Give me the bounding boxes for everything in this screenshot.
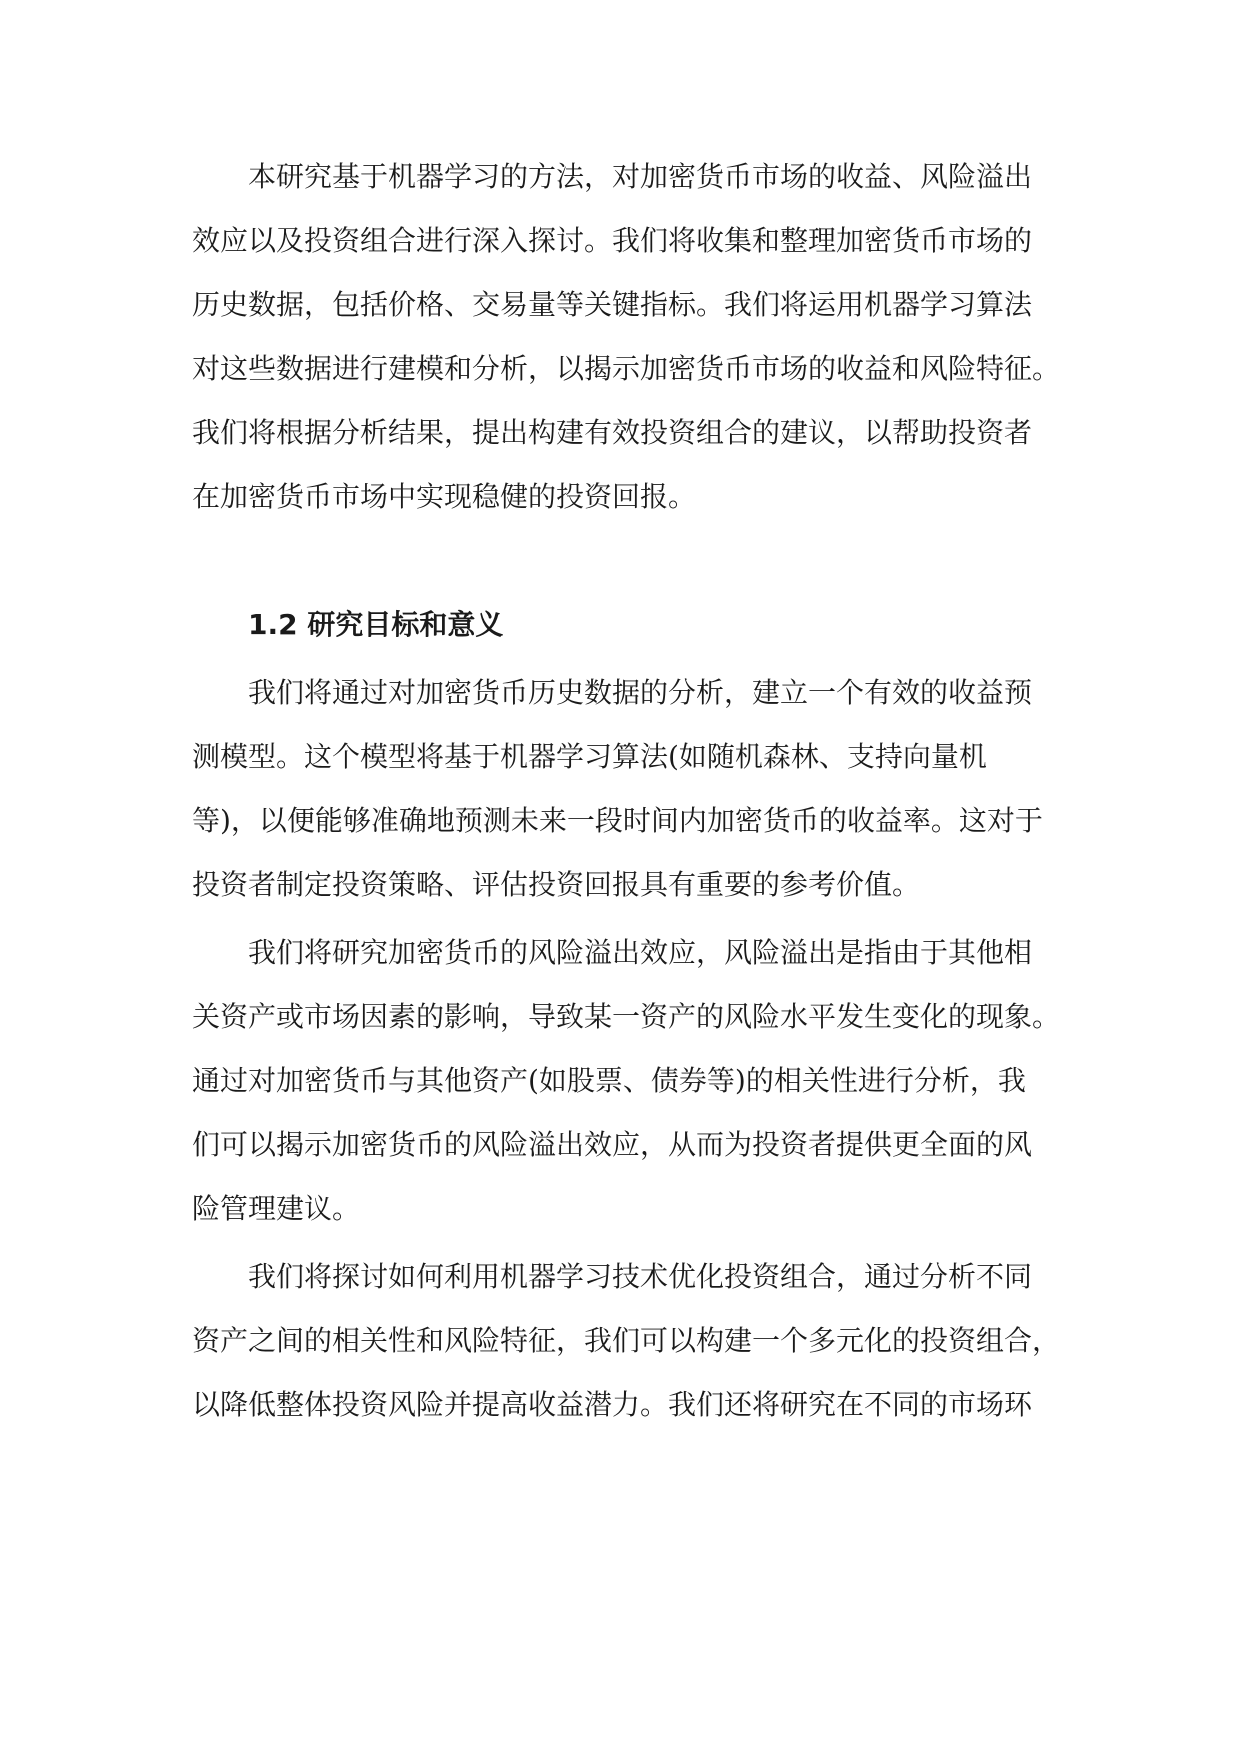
paragraph-line: 以降低整体投资风险并提高收益潜力。我们还将研究在不同的市场环 [192, 1388, 1033, 1421]
spacer [192, 529, 1072, 593]
body-text [192, 145, 1072, 1437]
paragraph-line: 我们将通过对加密货币历史数据的分析，建立一个有效的收益预 [248, 676, 1033, 709]
paragraph-line: 测模型。这个模型将基于机器学习算法(如随机森林、支持向量机 [192, 740, 987, 773]
paragraph-line: 等)，以便能够准确地预测未来一段时间内加密货币的收益率。这对于 [192, 804, 1043, 837]
paragraph-line: 我们将研究加密货币的风险溢出效应，风险溢出是指由于其他相 [248, 936, 1033, 969]
paragraph-line: 效应以及投资组合进行深入探讨。我们将收集和整理加密货币市场的 [192, 224, 1033, 257]
paragraph-line: 在加密货币市场中实现稳健的投资回报。 [192, 480, 697, 513]
paragraph-risk-spillover [192, 921, 1072, 1241]
paragraph-intro [192, 145, 1072, 529]
paragraph-line: 资产之间的相关性和风险特征，我们可以构建一个多元化的投资组合， [192, 1324, 1061, 1357]
paragraph-line: 对这些数据进行建模和分析，以揭示加密货币市场的收益和风险特征。 [192, 352, 1061, 385]
paragraph-line: 们可以揭示加密货币的风险溢出效应，从而为投资者提供更全面的风 [192, 1128, 1033, 1161]
paragraph-line: 我们将探讨如何利用机器学习技术优化投资组合，通过分析不同 [248, 1260, 1033, 1293]
paragraph-line: 投资者制定投资策略、评估投资回报具有重要的参考价值。 [192, 868, 921, 901]
paragraph-line: 关资产或市场因素的影响，导致某一资产的风险水平发生变化的现象。 [192, 1000, 1061, 1033]
paragraph-line: 险管理建议。 [192, 1192, 361, 1225]
paragraph-line: 历史数据，包括价格、交易量等关键指标。我们将运用机器学习算法 [192, 288, 1033, 321]
paragraph-prediction-model [192, 661, 1072, 917]
paragraph-portfolio [192, 1245, 1072, 1437]
paragraph-line: 本研究基于机器学习的方法，对加密货币市场的收益、风险溢出 [248, 160, 1033, 193]
section-heading: 1.2 研究目标和意义 [248, 608, 504, 641]
paragraph-line: 我们将根据分析结果，提出构建有效投资组合的建议，以帮助投资者 [192, 416, 1033, 449]
paragraph-line: 通过对加密货币与其他资产(如股票、债券等)的相关性进行分析，我 [192, 1064, 1026, 1097]
